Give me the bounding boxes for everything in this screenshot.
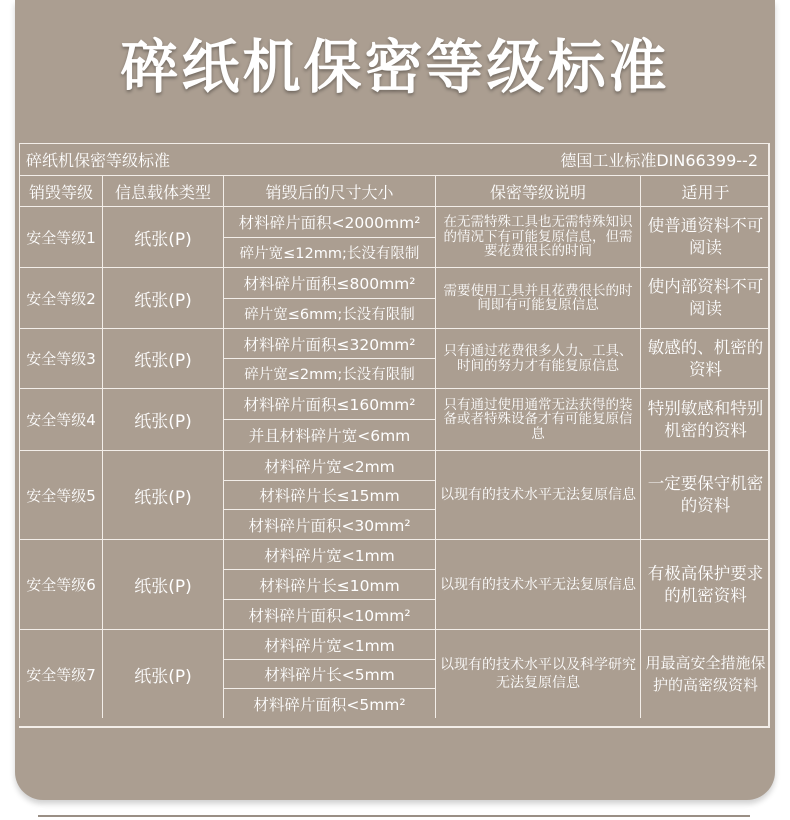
row5-description: 以现有的技术水平无法复原信息 (435, 450, 640, 539)
row7-size-2: 材料碎片长<5mm (223, 659, 435, 688)
row2-applies: 使内部资料不可阅读 (640, 267, 770, 328)
header-applies: 适用于 (640, 175, 770, 206)
row5-size-3: 材料碎片面积<30mm² (223, 509, 435, 539)
row4-applies: 特别敏感和特别机密的资料 (640, 388, 770, 450)
row7-applies: 用最高安全措施保护的高密级资料 (640, 629, 770, 718)
table-banner-title: 碎纸机保密等级标准 (26, 151, 171, 170)
row4-description: 只有通过使用通常无法获得的装备或者特殊设备才有可能复原信息 (435, 388, 640, 450)
row4-size-1: 材料碎片面积≤160mm² (223, 388, 435, 419)
table-banner-standard: 德国工业标准DIN66399--2 (560, 151, 758, 170)
row2-level: 安全等级2 (19, 267, 102, 328)
row6-carrier: 纸张(P) (102, 539, 223, 629)
row7-carrier: 纸张(P) (102, 629, 223, 718)
row7-level: 安全等级7 (19, 629, 102, 718)
row7-description: 以现有的技术水平以及科学研究无法复原信息 (435, 629, 640, 718)
row1-applies: 使普通资料不可阅读 (640, 206, 770, 267)
row3-size-1: 材料碎片面积≤320mm² (223, 328, 435, 358)
row3-carrier: 纸张(P) (102, 328, 223, 388)
row3-size-2: 碎片宽≤2mm;长没有限制 (223, 358, 435, 388)
security-level-table (19, 143, 770, 728)
row3-description: 只有通过花费很多人力、工具、时间的努力才有能复原信息 (435, 328, 640, 388)
row2-size-2: 碎片宽≤6mm;长没有限制 (223, 298, 435, 328)
row7-size-3: 材料碎片面积<5mm² (223, 688, 435, 718)
row5-level: 安全等级5 (19, 450, 102, 539)
row5-applies: 一定要保守机密的资料 (640, 450, 770, 539)
row6-description: 以现有的技术水平无法复原信息 (435, 539, 640, 629)
row4-carrier: 纸张(P) (102, 388, 223, 450)
page-title: 碎纸机保密等级标准 (120, 33, 670, 101)
row6-level: 安全等级6 (19, 539, 102, 629)
row3-level: 安全等级3 (19, 328, 102, 388)
header-description: 保密等级说明 (435, 175, 640, 206)
row6-size-1: 材料碎片宽<1mm (223, 539, 435, 569)
header-size: 销毁后的尺寸大小 (223, 175, 435, 206)
row4-size-2: 并且材料碎片宽<6mm (223, 419, 435, 450)
row2-size-1: 材料碎片面积≤800mm² (223, 267, 435, 298)
row6-applies: 有极高保护要求的机密资料 (640, 539, 770, 629)
table-banner (19, 143, 770, 175)
row1-size-1: 材料碎片面积<2000mm² (223, 206, 435, 237)
row3-applies: 敏感的、机密的资料 (640, 328, 770, 388)
row2-description: 需要使用工具并且花费很长的时间即有可能复原信息 (435, 267, 640, 328)
row5-carrier: 纸张(P) (102, 450, 223, 539)
row2-carrier: 纸张(P) (102, 267, 223, 328)
row1-carrier: 纸张(P) (102, 206, 223, 267)
bottom-divider (38, 815, 750, 817)
row1-size-2: 碎片宽≤12mm;长没有限制 (223, 237, 435, 267)
row5-size-1: 材料碎片宽<2mm (223, 450, 435, 480)
row6-size-2: 材料碎片长≤10mm (223, 569, 435, 599)
row6-size-3: 材料碎片面积<10mm² (223, 599, 435, 629)
header-level: 销毁等级 (19, 175, 102, 206)
row7-size-1: 材料碎片宽<1mm (223, 629, 435, 659)
row4-level: 安全等级4 (19, 388, 102, 450)
row1-level: 安全等级1 (19, 206, 102, 267)
row5-size-2: 材料碎片长≤15mm (223, 480, 435, 509)
row1-description: 在无需特殊工具也无需特殊知识的情况下有可能复原信息，但需要花费很长的时间 (435, 206, 640, 267)
header-carrier: 信息载体类型 (102, 175, 223, 206)
